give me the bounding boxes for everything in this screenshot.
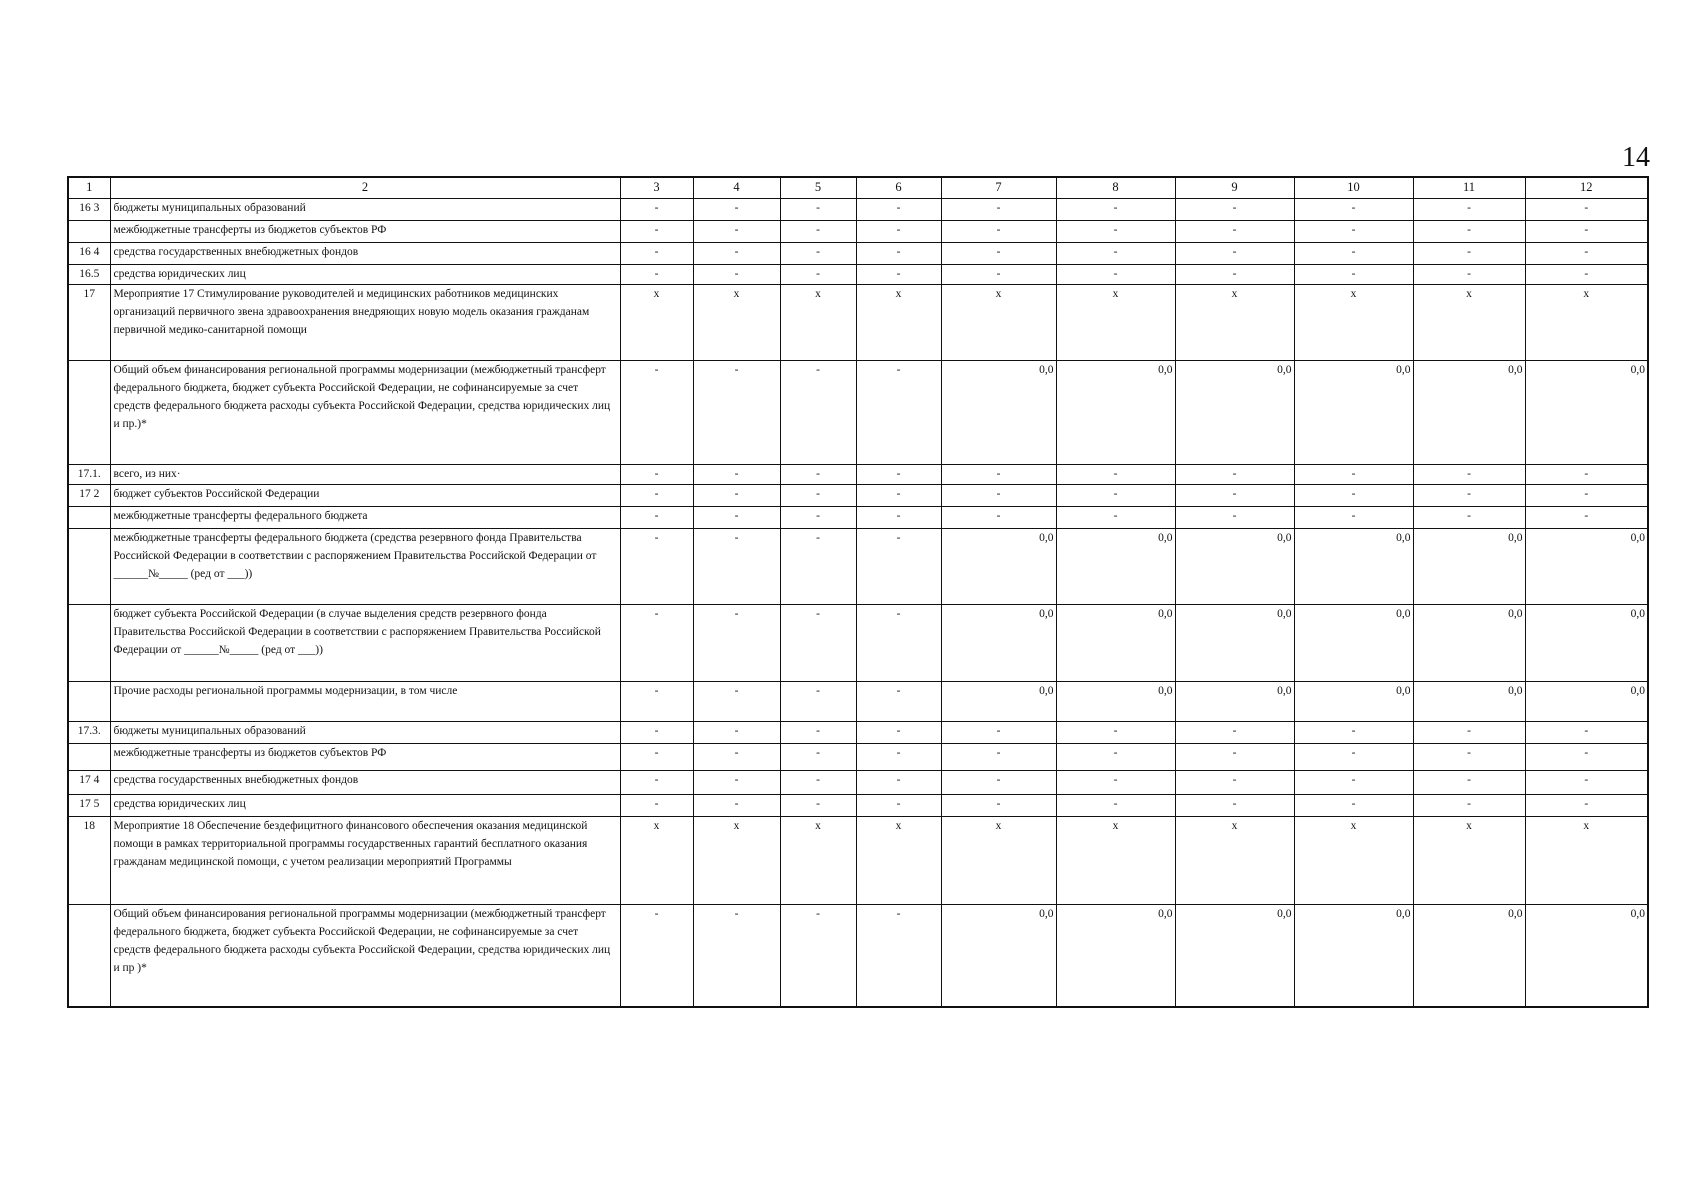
- row-description-cell: межбюджетные трансферты федерального бюджета (средства резервного фонда Правительства Российской Федерации в соответствии с распоряжением Правительства Российской Федерации от ______№_____ (ред от ___)): [110, 529, 620, 605]
- value-cell: -: [941, 265, 1056, 285]
- header-cell: 7: [941, 177, 1056, 199]
- value-cell: 0,0: [1525, 905, 1648, 1007]
- row-description-cell: всего, из них·: [110, 465, 620, 485]
- value-cell: -: [780, 221, 856, 243]
- row-description-cell: Общий объем финансирования региональной программы модернизации (межбюджетный трансферт федерального бюджета, бюджет субъекта Российской Федерации, не софинансируемые за счет средств федерального бюджета расходы субъекта Российской Федерации, средства юридических лиц и пр.)*: [110, 361, 620, 465]
- value-cell: -: [780, 485, 856, 507]
- value-cell: -: [620, 795, 693, 817]
- value-cell: -: [780, 744, 856, 771]
- value-cell: -: [856, 605, 941, 682]
- value-cell: -: [780, 507, 856, 529]
- table-row: [68, 744, 1648, 771]
- value-cell: -: [856, 682, 941, 722]
- value-cell: -: [780, 771, 856, 795]
- value-cell: -: [620, 771, 693, 795]
- row-description-cell: средства юридических лиц: [110, 795, 620, 817]
- value-cell: -: [1175, 744, 1294, 771]
- value-cell: 0,0: [1294, 361, 1413, 465]
- value-cell: -: [620, 265, 693, 285]
- value-cell: -: [1413, 744, 1525, 771]
- value-cell: 0,0: [1525, 682, 1648, 722]
- value-cell: -: [693, 485, 780, 507]
- value-cell: -: [856, 744, 941, 771]
- value-cell: -: [1175, 221, 1294, 243]
- value-cell: -: [620, 243, 693, 265]
- table-row: [68, 682, 1648, 722]
- value-cell: -: [780, 265, 856, 285]
- value-cell: -: [941, 221, 1056, 243]
- value-cell: 0,0: [1294, 529, 1413, 605]
- value-cell: -: [1525, 795, 1648, 817]
- value-cell: x: [1413, 817, 1525, 905]
- value-cell: -: [1413, 243, 1525, 265]
- value-cell: -: [620, 744, 693, 771]
- value-cell: -: [1525, 771, 1648, 795]
- value-cell: -: [1175, 795, 1294, 817]
- value-cell: 0,0: [1175, 529, 1294, 605]
- value-cell: -: [856, 465, 941, 485]
- value-cell: -: [941, 744, 1056, 771]
- value-cell: -: [693, 507, 780, 529]
- value-cell: -: [856, 361, 941, 465]
- table-row: [68, 221, 1648, 243]
- value-cell: -: [1413, 507, 1525, 529]
- header-cell: 6: [856, 177, 941, 199]
- value-cell: x: [693, 817, 780, 905]
- value-cell: -: [1175, 265, 1294, 285]
- value-cell: -: [1294, 465, 1413, 485]
- value-cell: -: [1413, 199, 1525, 221]
- value-cell: -: [1056, 265, 1175, 285]
- value-cell: -: [1525, 221, 1648, 243]
- value-cell: -: [693, 795, 780, 817]
- value-cell: -: [620, 221, 693, 243]
- row-number-cell: [68, 905, 110, 1007]
- value-cell: -: [1175, 485, 1294, 507]
- row-number-cell: [68, 744, 110, 771]
- value-cell: -: [693, 529, 780, 605]
- table-row: [68, 771, 1648, 795]
- value-cell: -: [1413, 221, 1525, 243]
- value-cell: -: [1056, 485, 1175, 507]
- value-cell: -: [693, 905, 780, 1007]
- table-row: [68, 243, 1648, 265]
- value-cell: -: [941, 795, 1056, 817]
- value-cell: 0,0: [941, 605, 1056, 682]
- row-description-cell: Мероприятие 17 Стимулирование руководителей и медицинских работников медицинских организаций первичного звена здравоохранения внедряющих новую модель оказания гражданам первичной медико-санитарной помощи: [110, 285, 620, 361]
- row-description-cell: бюджет субъекта Российской Федерации (в случае выделения средств резервного фонда Правительства Российской Федерации в соответствии с распоряжением Правительства Российской Федерации от ______№_____ (ред от ___)): [110, 605, 620, 682]
- value-cell: 0,0: [1056, 905, 1175, 1007]
- header-cell: 11: [1413, 177, 1525, 199]
- value-cell: 0,0: [1294, 682, 1413, 722]
- row-number-cell: 17 5: [68, 795, 110, 817]
- value-cell: -: [1056, 722, 1175, 744]
- value-cell: -: [941, 771, 1056, 795]
- value-cell: -: [620, 199, 693, 221]
- value-cell: -: [856, 722, 941, 744]
- value-cell: -: [693, 605, 780, 682]
- value-cell: 0,0: [941, 905, 1056, 1007]
- value-cell: -: [780, 795, 856, 817]
- header-cell: 1: [68, 177, 110, 199]
- financing-table: [67, 176, 1649, 1008]
- value-cell: -: [1175, 507, 1294, 529]
- row-number-cell: 16 4: [68, 243, 110, 265]
- header-cell: 9: [1175, 177, 1294, 199]
- value-cell: 0,0: [1175, 682, 1294, 722]
- row-description-cell: средства юридических лиц: [110, 265, 620, 285]
- value-cell: -: [1294, 771, 1413, 795]
- value-cell: 0,0: [1175, 605, 1294, 682]
- value-cell: 0,0: [1056, 682, 1175, 722]
- value-cell: 0,0: [1413, 361, 1525, 465]
- value-cell: x: [1413, 285, 1525, 361]
- value-cell: -: [856, 529, 941, 605]
- value-cell: -: [1525, 507, 1648, 529]
- value-cell: 0,0: [1056, 529, 1175, 605]
- value-cell: -: [693, 265, 780, 285]
- value-cell: -: [941, 243, 1056, 265]
- value-cell: -: [1413, 485, 1525, 507]
- table-row: [68, 507, 1648, 529]
- value-cell: -: [856, 265, 941, 285]
- value-cell: x: [620, 817, 693, 905]
- row-number-cell: 16.5: [68, 265, 110, 285]
- value-cell: -: [856, 507, 941, 529]
- value-cell: -: [856, 243, 941, 265]
- table-row: [68, 485, 1648, 507]
- value-cell: -: [941, 485, 1056, 507]
- value-cell: -: [1294, 507, 1413, 529]
- value-cell: -: [1056, 199, 1175, 221]
- value-cell: -: [856, 795, 941, 817]
- value-cell: x: [780, 285, 856, 361]
- value-cell: 0,0: [1413, 605, 1525, 682]
- value-cell: -: [1175, 199, 1294, 221]
- value-cell: -: [1294, 795, 1413, 817]
- value-cell: x: [620, 285, 693, 361]
- value-cell: -: [620, 485, 693, 507]
- header-cell: 12: [1525, 177, 1648, 199]
- header-cell: 10: [1294, 177, 1413, 199]
- value-cell: 0,0: [941, 361, 1056, 465]
- row-number-cell: 17 4: [68, 771, 110, 795]
- value-cell: -: [1294, 744, 1413, 771]
- value-cell: -: [1056, 795, 1175, 817]
- row-number-cell: 17: [68, 285, 110, 361]
- row-description-cell: бюджеты муниципальных образований: [110, 722, 620, 744]
- row-description-cell: межбюджетные трансферты федерального бюджета: [110, 507, 620, 529]
- value-cell: -: [620, 529, 693, 605]
- value-cell: -: [1525, 485, 1648, 507]
- value-cell: -: [693, 771, 780, 795]
- value-cell: 0,0: [1525, 361, 1648, 465]
- table-row: [68, 722, 1648, 744]
- value-cell: -: [620, 605, 693, 682]
- page-number: 14: [1622, 142, 1650, 173]
- value-cell: -: [693, 682, 780, 722]
- table-row: [68, 817, 1648, 905]
- value-cell: 0,0: [1056, 361, 1175, 465]
- value-cell: 0,0: [1294, 905, 1413, 1007]
- value-cell: 0,0: [941, 529, 1056, 605]
- value-cell: -: [1525, 744, 1648, 771]
- value-cell: -: [1525, 265, 1648, 285]
- value-cell: -: [620, 722, 693, 744]
- value-cell: -: [693, 722, 780, 744]
- row-description-cell: Мероприятие 18 Обеспечение бездефицитного финансового обеспечения оказания медицинской помощи в рамках территориальной программы государственных гарантий бесплатного оказания гражданам медицинской помощи, с учетом реализации мероприятий Программы: [110, 817, 620, 905]
- table-row: [68, 905, 1648, 1007]
- value-cell: 0,0: [1413, 529, 1525, 605]
- header-cell: 8: [1056, 177, 1175, 199]
- table-row: [68, 465, 1648, 485]
- value-cell: -: [1294, 221, 1413, 243]
- value-cell: -: [1413, 722, 1525, 744]
- value-cell: -: [693, 744, 780, 771]
- value-cell: -: [620, 507, 693, 529]
- value-cell: -: [1294, 265, 1413, 285]
- row-number-cell: [68, 507, 110, 529]
- value-cell: -: [1175, 243, 1294, 265]
- row-description-cell: межбюджетные трансферты из бюджетов субъектов РФ: [110, 744, 620, 771]
- row-number-cell: [68, 361, 110, 465]
- value-cell: -: [941, 722, 1056, 744]
- value-cell: -: [1294, 722, 1413, 744]
- value-cell: -: [693, 465, 780, 485]
- value-cell: -: [1525, 465, 1648, 485]
- value-cell: -: [1056, 507, 1175, 529]
- value-cell: -: [1413, 795, 1525, 817]
- value-cell: -: [1525, 722, 1648, 744]
- value-cell: -: [1525, 199, 1648, 221]
- value-cell: -: [780, 682, 856, 722]
- row-description-cell: Общий объем финансирования региональной программы модернизации (межбюджетный трансферт федерального бюджета, бюджет субъекта Российской Федерации, не софинансируемые за счет средств федерального бюджета расходы субъекта Российской Федерации, средства юридических лиц и пр )*: [110, 905, 620, 1007]
- value-cell: -: [1056, 465, 1175, 485]
- value-cell: -: [856, 485, 941, 507]
- value-cell: -: [620, 465, 693, 485]
- value-cell: -: [620, 905, 693, 1007]
- value-cell: -: [1056, 221, 1175, 243]
- table-row: [68, 285, 1648, 361]
- value-cell: -: [780, 529, 856, 605]
- value-cell: -: [1056, 243, 1175, 265]
- value-cell: -: [941, 507, 1056, 529]
- value-cell: 0,0: [1175, 361, 1294, 465]
- table-row: [68, 265, 1648, 285]
- table-row: [68, 361, 1648, 465]
- value-cell: -: [1413, 465, 1525, 485]
- value-cell: -: [780, 465, 856, 485]
- value-cell: 0,0: [1525, 529, 1648, 605]
- row-number-cell: [68, 682, 110, 722]
- value-cell: 0,0: [1525, 605, 1648, 682]
- value-cell: -: [693, 199, 780, 221]
- value-cell: -: [1175, 722, 1294, 744]
- value-cell: x: [856, 285, 941, 361]
- table-row: [68, 795, 1648, 817]
- value-cell: 0,0: [1175, 905, 1294, 1007]
- value-cell: x: [1294, 285, 1413, 361]
- value-cell: 0,0: [1413, 905, 1525, 1007]
- value-cell: -: [1056, 744, 1175, 771]
- value-cell: -: [693, 243, 780, 265]
- value-cell: -: [1175, 771, 1294, 795]
- value-cell: -: [620, 361, 693, 465]
- value-cell: -: [1294, 485, 1413, 507]
- value-cell: 0,0: [941, 682, 1056, 722]
- row-description-cell: бюджеты муниципальных образований: [110, 199, 620, 221]
- header-cell: 5: [780, 177, 856, 199]
- value-cell: -: [1056, 771, 1175, 795]
- value-cell: -: [780, 361, 856, 465]
- value-cell: 0,0: [1413, 682, 1525, 722]
- value-cell: x: [1525, 285, 1648, 361]
- value-cell: x: [1294, 817, 1413, 905]
- table-row: [68, 605, 1648, 682]
- value-cell: x: [693, 285, 780, 361]
- value-cell: x: [1175, 817, 1294, 905]
- row-description-cell: средства государственных внебюджетных фондов: [110, 771, 620, 795]
- value-cell: 0,0: [1294, 605, 1413, 682]
- row-description-cell: межбюджетные трансферты из бюджетов субъектов РФ: [110, 221, 620, 243]
- value-cell: -: [1413, 771, 1525, 795]
- header-cell: 2: [110, 177, 620, 199]
- table-row: [68, 199, 1648, 221]
- header-cell: 4: [693, 177, 780, 199]
- row-number-cell: [68, 529, 110, 605]
- value-cell: x: [941, 817, 1056, 905]
- value-cell: -: [856, 221, 941, 243]
- value-cell: x: [1525, 817, 1648, 905]
- value-cell: -: [693, 361, 780, 465]
- row-number-cell: 16 3: [68, 199, 110, 221]
- value-cell: x: [1056, 285, 1175, 361]
- table-row: [68, 529, 1648, 605]
- row-number-cell: 17 2: [68, 485, 110, 507]
- row-number-cell: 18: [68, 817, 110, 905]
- row-number-cell: 17.3.: [68, 722, 110, 744]
- value-cell: -: [780, 722, 856, 744]
- value-cell: -: [780, 905, 856, 1007]
- value-cell: -: [1294, 199, 1413, 221]
- value-cell: -: [941, 199, 1056, 221]
- value-cell: -: [941, 465, 1056, 485]
- value-cell: x: [780, 817, 856, 905]
- value-cell: -: [620, 682, 693, 722]
- value-cell: -: [693, 221, 780, 243]
- row-number-cell: [68, 605, 110, 682]
- value-cell: -: [1525, 243, 1648, 265]
- value-cell: -: [1413, 265, 1525, 285]
- row-description-cell: бюджет субъектов Российской Федерации: [110, 485, 620, 507]
- row-number-cell: [68, 221, 110, 243]
- value-cell: -: [856, 905, 941, 1007]
- value-cell: -: [1175, 465, 1294, 485]
- value-cell: -: [780, 199, 856, 221]
- value-cell: -: [780, 605, 856, 682]
- row-description-cell: средства государственных внебюджетных фондов: [110, 243, 620, 265]
- row-description-cell: Прочие расходы региональной программы модернизации, в том числе: [110, 682, 620, 722]
- value-cell: x: [941, 285, 1056, 361]
- value-cell: -: [1294, 243, 1413, 265]
- value-cell: -: [856, 199, 941, 221]
- value-cell: 0,0: [1056, 605, 1175, 682]
- value-cell: x: [1056, 817, 1175, 905]
- header-cell: 3: [620, 177, 693, 199]
- table-header-row: [68, 177, 1648, 199]
- value-cell: -: [780, 243, 856, 265]
- value-cell: -: [856, 771, 941, 795]
- value-cell: x: [1175, 285, 1294, 361]
- value-cell: x: [856, 817, 941, 905]
- row-number-cell: 17.1.: [68, 465, 110, 485]
